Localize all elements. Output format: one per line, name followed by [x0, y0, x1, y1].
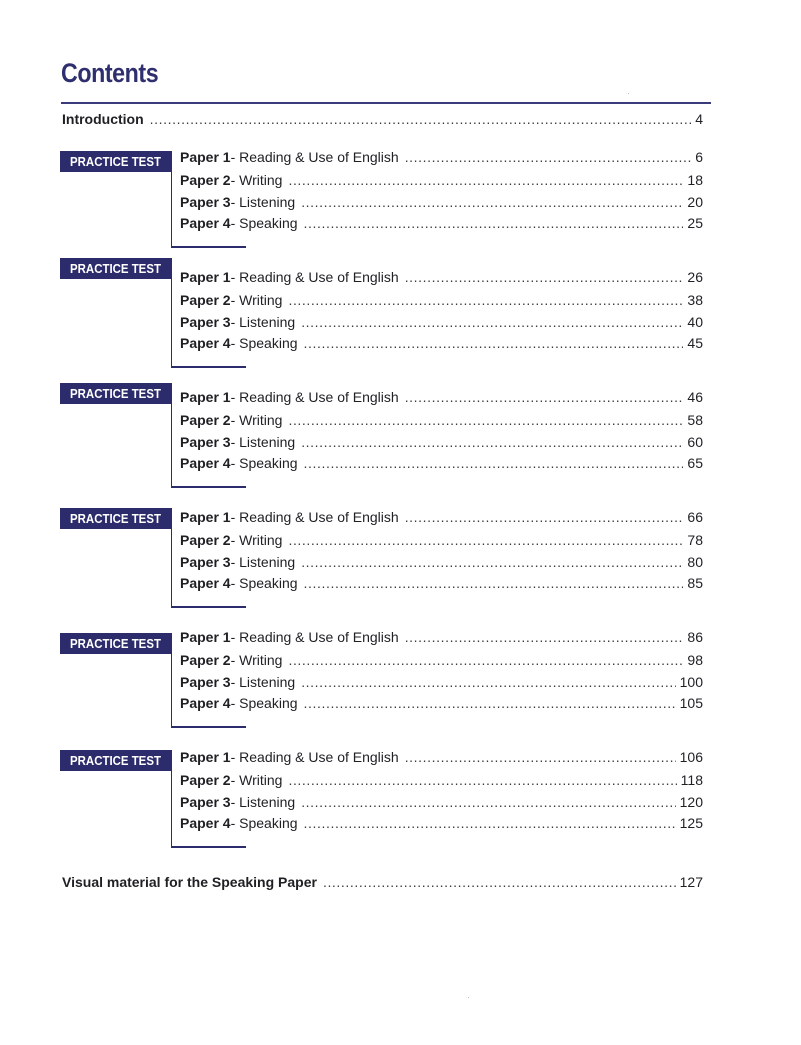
dot-leader: [405, 628, 684, 646]
toc-page-number: 4: [695, 111, 703, 127]
toc-entry-paper[interactable]: [180, 748, 703, 766]
dot-leader: [301, 313, 683, 331]
toc-page-number: 58: [687, 412, 703, 428]
toc-entry-paper[interactable]: [180, 508, 703, 526]
paper-name: Paper 3: [180, 194, 231, 210]
dot-leader: [301, 673, 675, 691]
dot-leader: [288, 171, 683, 189]
paper-desc: - Writing: [230, 652, 283, 668]
paper-name: Paper 1: [180, 269, 231, 285]
paper-name: Paper 4: [180, 575, 231, 591]
toc-entry-paper[interactable]: [180, 291, 703, 309]
toc-page-number: 120: [679, 794, 703, 810]
paper-name: Paper 2: [180, 772, 231, 788]
paper-desc: - Speaking: [230, 215, 298, 231]
dot-leader: [304, 334, 684, 352]
paper-name: Paper 3: [180, 674, 231, 690]
toc-entry-paper[interactable]: [180, 411, 703, 429]
paper-desc: - Listening: [230, 194, 296, 210]
toc-page-number: 105: [679, 695, 703, 711]
dot-leader: [323, 873, 676, 891]
dot-leader: [405, 388, 684, 406]
toc-entry-paper[interactable]: [180, 793, 703, 811]
practice-test-label: PRACTICE TEST 1: [60, 151, 171, 172]
section-bracket-foot: [171, 246, 246, 248]
toc-entry-paper[interactable]: [180, 694, 703, 712]
paper-name: Paper 2: [180, 172, 231, 188]
section-bracket-foot: [171, 846, 246, 848]
toc-page-number: 86: [687, 629, 703, 645]
toc-page-number: 20: [687, 194, 703, 210]
dot-leader: [301, 553, 683, 571]
scan-speck: [468, 997, 469, 998]
paper-name: Paper 1: [180, 509, 231, 525]
dot-leader: [288, 531, 683, 549]
toc-page-number: 100: [679, 674, 703, 690]
toc-entry-paper[interactable]: [180, 148, 703, 166]
toc-entry-paper[interactable]: [180, 673, 703, 691]
dot-leader: [304, 574, 684, 592]
paper-desc: - Reading & Use of English: [230, 509, 399, 525]
paper-name: Paper 3: [180, 314, 231, 330]
toc-entry-paper[interactable]: [180, 334, 703, 352]
toc-page-number: 40: [687, 314, 703, 330]
toc-entry-paper[interactable]: [180, 388, 703, 406]
toc-page-number: 18: [687, 172, 703, 188]
dot-leader: [405, 748, 676, 766]
paper-desc: - Reading & Use of English: [230, 629, 399, 645]
page-title: Contents: [61, 58, 159, 88]
paper-desc: - Listening: [230, 674, 296, 690]
paper-desc: - Writing: [230, 172, 283, 188]
paper-name: Paper 1: [180, 749, 231, 765]
toc-entry-label: Introduction: [62, 111, 144, 127]
toc-page-number: 38: [687, 292, 703, 308]
paper-name: Paper 3: [180, 794, 231, 810]
dot-leader: [405, 508, 684, 526]
dot-leader: [150, 110, 692, 128]
paper-desc: - Reading & Use of English: [230, 269, 399, 285]
toc-entry-paper[interactable]: [180, 193, 703, 211]
practice-test-label: PRACTICE TEST 3: [60, 383, 171, 404]
toc-page-number: 46: [687, 389, 703, 405]
toc-entry-paper[interactable]: [180, 574, 703, 592]
practice-test-label: PRACTICE TEST 6: [60, 750, 171, 771]
toc-page-number: 85: [687, 575, 703, 591]
toc-page-number: 65: [687, 455, 703, 471]
paper-name: Paper 4: [180, 695, 231, 711]
paper-desc: - Listening: [230, 554, 296, 570]
dot-leader: [304, 214, 684, 232]
paper-desc: - Speaking: [230, 455, 298, 471]
section-bracket-foot: [171, 726, 246, 728]
toc-entry-paper[interactable]: [180, 268, 703, 286]
toc-entry-paper[interactable]: [180, 214, 703, 232]
paper-name: Paper 4: [180, 335, 231, 351]
toc-entry-paper[interactable]: [180, 531, 703, 549]
toc-entry-label: Visual material for the Speaking Paper: [62, 874, 317, 890]
paper-desc: - Reading & Use of English: [230, 389, 399, 405]
paper-desc: - Speaking: [230, 575, 298, 591]
title-divider: [61, 102, 711, 104]
paper-name: Paper 2: [180, 292, 231, 308]
section-bracket: [171, 258, 172, 367]
practice-test-label: PRACTICE TEST 2: [60, 258, 171, 279]
toc-entry-paper[interactable]: [180, 313, 703, 331]
paper-desc: - Reading & Use of English: [230, 749, 399, 765]
practice-test-label: PRACTICE TEST 4: [60, 508, 171, 529]
paper-desc: - Listening: [230, 434, 296, 450]
paper-name: Paper 1: [180, 629, 231, 645]
section-bracket: [171, 383, 172, 487]
toc-entry-paper[interactable]: [180, 651, 703, 669]
section-bracket: [171, 633, 172, 727]
dot-leader: [405, 268, 684, 286]
toc-page-number: 25: [687, 215, 703, 231]
dot-leader: [288, 771, 676, 789]
toc-entry-paper[interactable]: [180, 628, 703, 646]
paper-name: Paper 3: [180, 434, 231, 450]
paper-name: Paper 2: [180, 652, 231, 668]
toc-entry-introduction[interactable]: [62, 110, 703, 128]
paper-name: Paper 4: [180, 815, 231, 831]
practice-test-label: PRACTICE TEST 5: [60, 633, 171, 654]
section-bracket: [171, 151, 172, 247]
paper-name: Paper 2: [180, 412, 231, 428]
toc-page-number: 98: [687, 652, 703, 668]
toc-page-number: 106: [679, 749, 703, 765]
dot-leader: [288, 291, 683, 309]
paper-desc: - Speaking: [230, 695, 298, 711]
paper-name: Paper 3: [180, 554, 231, 570]
toc-page-number: 66: [687, 509, 703, 525]
section-bracket: [171, 508, 172, 607]
dot-leader: [301, 193, 683, 211]
paper-desc: - Reading & Use of English: [230, 149, 399, 165]
toc-page-number: 6: [695, 149, 703, 165]
paper-desc: - Listening: [230, 314, 296, 330]
dot-leader: [301, 793, 675, 811]
dot-leader: [288, 411, 683, 429]
toc-page-number: 125: [679, 815, 703, 831]
paper-desc: - Writing: [230, 532, 283, 548]
toc-entry-paper[interactable]: [180, 454, 703, 472]
toc-page-number: 127: [679, 874, 703, 890]
dot-leader: [304, 814, 676, 832]
dot-leader: [304, 694, 676, 712]
toc-page-number: 80: [687, 554, 703, 570]
toc-page-number: 118: [680, 772, 703, 788]
toc-page-number: 78: [687, 532, 703, 548]
toc-entry-visual-material[interactable]: [62, 873, 703, 891]
paper-name: Paper 4: [180, 215, 231, 231]
dot-leader: [304, 454, 684, 472]
section-bracket-foot: [171, 486, 246, 488]
paper-desc: - Writing: [230, 412, 283, 428]
paper-name: Paper 2: [180, 532, 231, 548]
paper-desc: - Speaking: [230, 335, 298, 351]
toc-page-number: 45: [687, 335, 703, 351]
paper-desc: - Listening: [230, 794, 296, 810]
toc-entry-paper[interactable]: [180, 433, 703, 451]
paper-name: Paper 4: [180, 455, 231, 471]
toc-page-number: 26: [687, 269, 703, 285]
toc-entry-paper[interactable]: [180, 553, 703, 571]
dot-leader: [288, 651, 683, 669]
toc-entry-paper[interactable]: [180, 771, 703, 789]
paper-desc: - Writing: [230, 292, 283, 308]
section-bracket-foot: [171, 606, 246, 608]
paper-desc: - Writing: [230, 772, 283, 788]
toc-page-number: 60: [687, 434, 703, 450]
toc-entry-paper[interactable]: [180, 814, 703, 832]
section-bracket-foot: [171, 366, 246, 368]
paper-desc: - Speaking: [230, 815, 298, 831]
paper-name: Paper 1: [180, 149, 231, 165]
dot-leader: [301, 433, 683, 451]
section-bracket: [171, 750, 172, 847]
scan-speck: [628, 93, 629, 94]
dot-leader: [405, 148, 692, 166]
toc-entry-paper[interactable]: [180, 171, 703, 189]
paper-name: Paper 1: [180, 389, 231, 405]
